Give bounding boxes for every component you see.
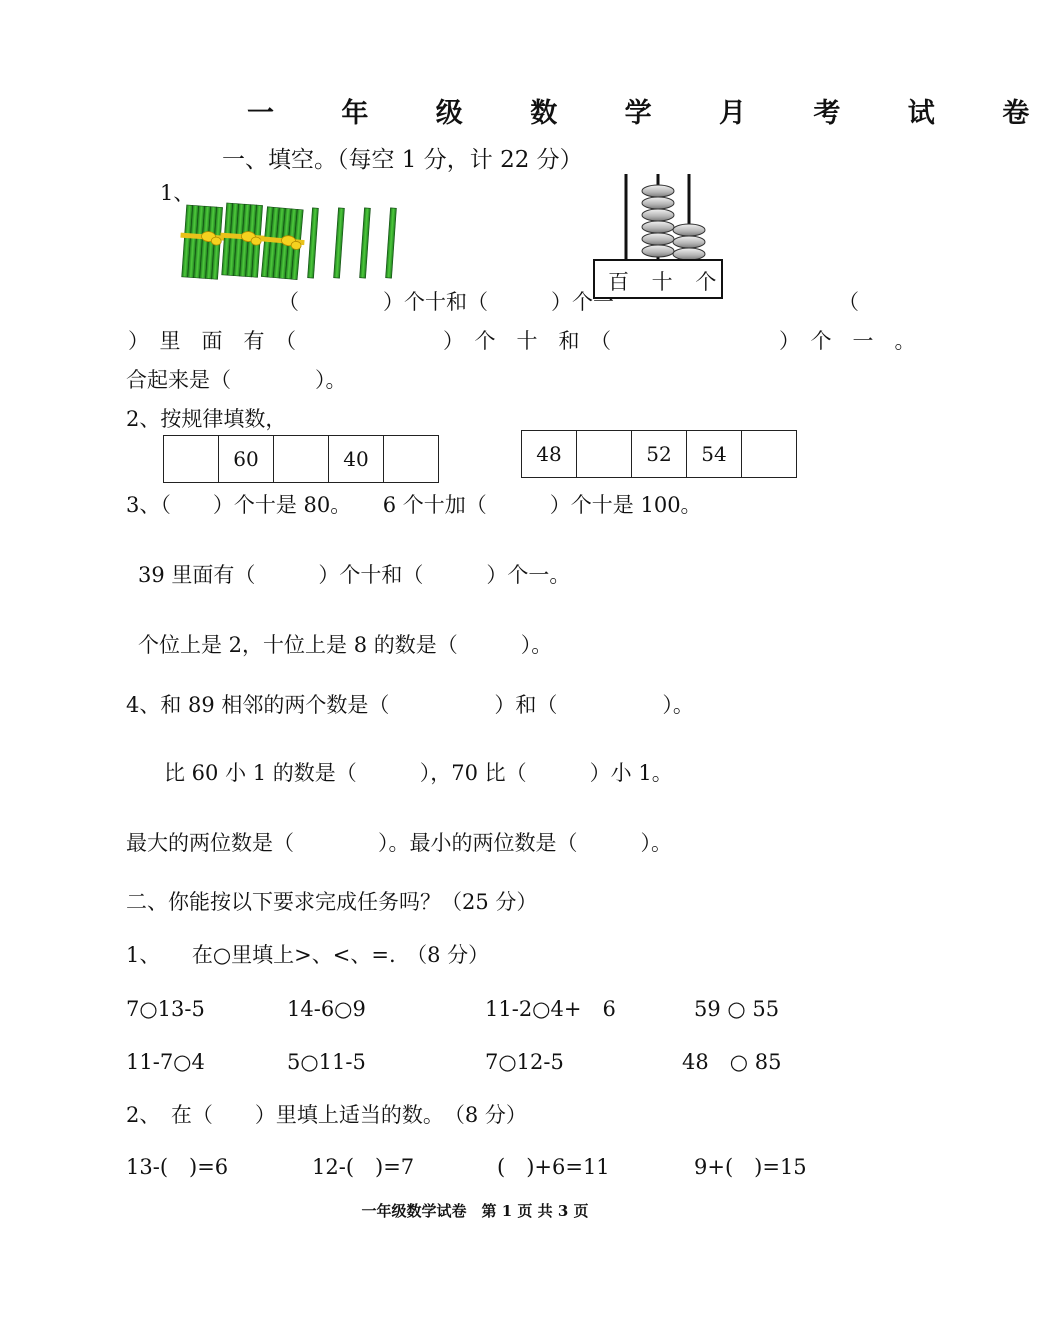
tens-beads bbox=[642, 185, 674, 257]
seq1-cell[interactable] bbox=[274, 436, 329, 483]
q3-line-a: 3、（ ）个十是 80。 6 个十加（ ）个十是 100。 bbox=[126, 493, 702, 517]
seq1-cell: 60 bbox=[219, 436, 274, 483]
q3-line-c: 个位上是 2，十位上是 8 的数是（ ）。 bbox=[138, 633, 553, 657]
page-footer: 一年级数学试卷 第 1 页 共 3 页 bbox=[361, 1202, 589, 1220]
section1-heading: 一、填空。（每空 1 分，计 22 分） bbox=[222, 147, 583, 173]
seq1-cell[interactable] bbox=[164, 436, 219, 483]
q1-number: 1、 bbox=[160, 181, 195, 205]
compare-item: 59 ○ 55 bbox=[694, 997, 780, 1021]
seq2-cell: 52 bbox=[632, 431, 687, 478]
seq2-cell[interactable] bbox=[577, 431, 632, 478]
fill-item: 12-( )=7 bbox=[312, 1155, 415, 1179]
q4-line-b: 比 60 小 1 的数是（ ），70 比（ ）小 1。 bbox=[164, 761, 673, 785]
q1-line-a-tail: （ bbox=[838, 290, 859, 314]
q1-line-b: ） 里 面 有 （ ） 个 十 和 （ ） 个 一 。 bbox=[128, 329, 916, 353]
fill-item: ( )+6=11 bbox=[497, 1155, 610, 1179]
q3-line-b: 39 里面有（ ）个十和（ ）个一。 bbox=[138, 563, 571, 587]
q4-line-a: 4、和 89 相邻的两个数是（ ）和（ ）。 bbox=[126, 693, 694, 717]
section2-heading: 二、你能按以下要求完成任务吗？（25 分） bbox=[126, 890, 538, 914]
q1-line-c: 合起来是（ ）。 bbox=[126, 368, 347, 392]
stick-bundles-image bbox=[176, 198, 408, 284]
page-title: 一 年 级 数 学 月 考 试 卷 bbox=[247, 98, 1058, 129]
compare-item: 11-2○4+ 6 bbox=[485, 997, 616, 1021]
sequence-table-2 bbox=[521, 430, 797, 478]
bundle-1 bbox=[178, 205, 227, 280]
seq2-cell[interactable] bbox=[742, 431, 797, 478]
compare-item: 48 ○ 85 bbox=[682, 1050, 782, 1074]
fill-item: 13-( )=6 bbox=[126, 1155, 229, 1179]
seq1-cell: 40 bbox=[329, 436, 384, 483]
abacus-place-labels: 百 十 个 bbox=[608, 270, 725, 294]
seq2-cell: 48 bbox=[522, 431, 577, 478]
q2-text: 2、按规律填数， bbox=[126, 407, 287, 431]
compare-item: 7○13-5 bbox=[126, 997, 205, 1021]
seq1-cell[interactable] bbox=[384, 436, 439, 483]
compare-item: 7○12-5 bbox=[485, 1050, 564, 1074]
sequence-table-1 bbox=[163, 435, 439, 483]
seq2-cell: 54 bbox=[687, 431, 742, 478]
bundle-3 bbox=[257, 206, 307, 280]
compare-item: 11-7○4 bbox=[126, 1050, 205, 1074]
bundle-2 bbox=[218, 203, 267, 278]
single-sticks bbox=[308, 208, 397, 278]
s2-q1-instruction: 1、 在○里填上>、<、=. （8 分） bbox=[126, 943, 490, 967]
compare-item: 5○11-5 bbox=[287, 1050, 366, 1074]
q1-line-a: （ ）个十和（ ）个一 bbox=[278, 290, 614, 314]
s2-q2-instruction: 2、 在（ ）里填上适当的数。 （8 分） bbox=[126, 1103, 527, 1127]
ones-beads bbox=[673, 224, 705, 260]
fill-item: 9+( )=15 bbox=[694, 1155, 807, 1179]
compare-item: 14-6○9 bbox=[287, 997, 366, 1021]
q4-line-c: 最大的两位数是（ ）。最小的两位数是（ ）。 bbox=[126, 831, 672, 855]
